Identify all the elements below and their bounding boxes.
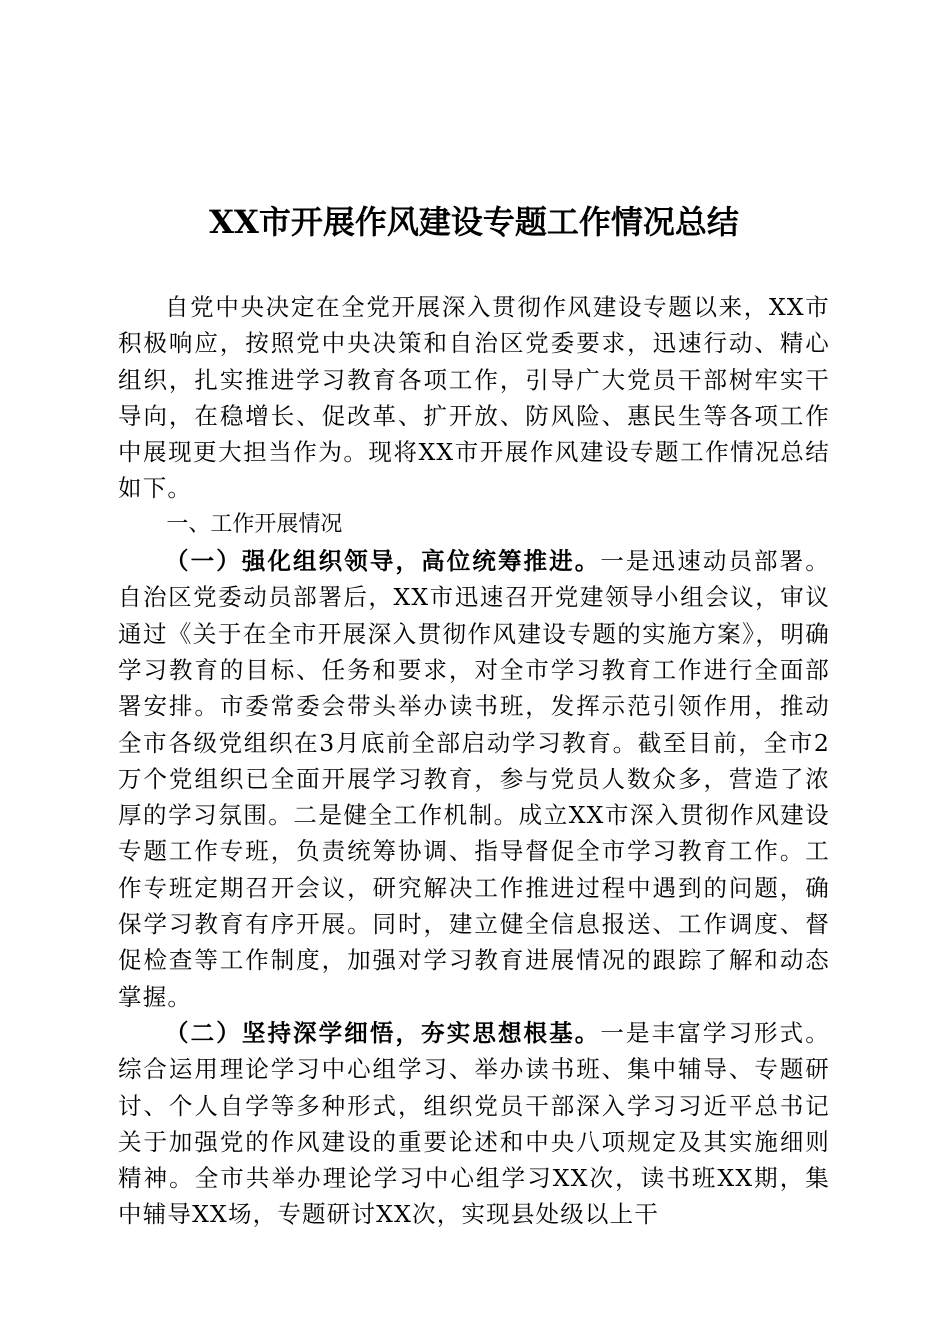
subsection-text-1: 一是迅速动员部署。自治区党委动员部署后，XX市迅速召开党建领导小组会议，审议通过《关于在全市开展深入贯彻作风建设专题的实施方案》，明确学习教育的目标、任务和要求，对全市学习教育工作进行全面部署安排。市委常委会带头举办读书班，发挥示范引领作用，推动全市各级党组织在3月底前全部启动学习教育。截至目前，全市2万个党组织已全面开展学习教育，参与党员人数众多，营造了浓厚的学习氛围。二是健全工作机制。成立XX市深入贯彻作风建设专题工作专班，负责统筹协调、指导督促全市学习教育工作。工作专班定期召开会议，研究解决工作推进过程中遇到的问题，确保学习教育有序开展。同时，建立健全信息报送、工作调度、督促检查等工作制度，加强对学习教育进展情况的跟踪了解和动态掌握。 (118, 547, 830, 1011)
document-page (118, 0, 830, 1344)
section-heading: 一、工作开展情况 (166, 511, 343, 537)
subsection-paragraph-2 (118, 1015, 830, 1233)
intro-paragraph: 自党中央决定在全党开展深入贯彻作风建设专题以来，XX市积极响应，按照党中央决策和自治区党委要求，迅速行动、精心组织，扎实推进学习教育各项工作，引导广大党员干部树牢实干导向，在稳增长、促改革、扩开放、防风险、惠民生等各项工作中展现更大担当作为。现将XX市开展作风建设专题工作情况总结如下。 (118, 293, 830, 503)
subsection-lead-1: （一）强化组织领导，高位统筹推进。 (165, 547, 601, 576)
document-body (118, 289, 830, 1233)
subsection-lead-2: （二）坚持深学细悟，夯实思想根基。 (165, 1018, 601, 1047)
document-title: XX市开展作风建设专题工作情况总结 (209, 203, 739, 241)
subsection-text-2: 一是丰富学习形式。综合运用理论学习中心组学习、举办读书班、集中辅导、专题研讨、个人自学等多种形式，组织党员干部深入学习习近平总书记关于加强党的作风建设的重要论述和中央八项规定及其实施细则精神。全市共举办理论学习中心组学习XX次，读书班XX期，集中辅导XX场，专题研讨XX次，实现县处级以上干 (118, 1018, 830, 1229)
subsection-paragraph-1 (118, 543, 830, 1015)
